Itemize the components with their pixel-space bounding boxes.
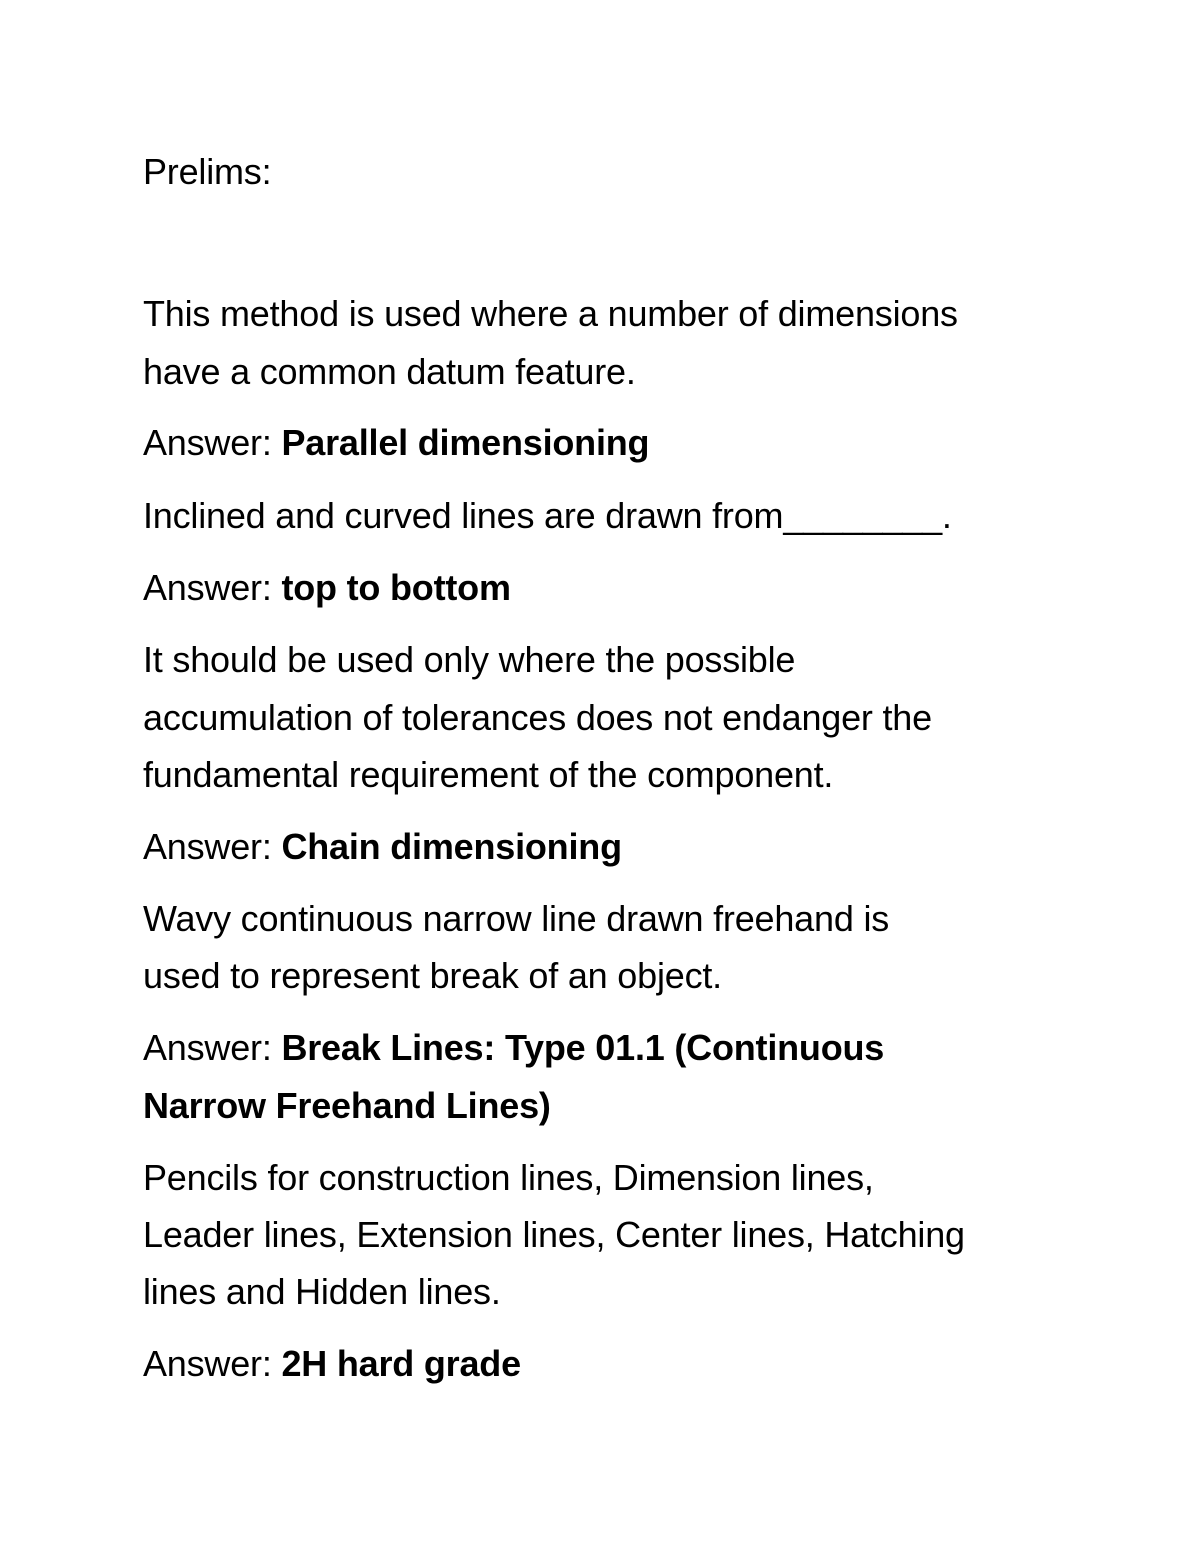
answer-3-prefix: Answer: <box>143 826 282 867</box>
answer-2-prefix: Answer: <box>143 567 282 608</box>
question-3-line-2: accumulation of tolerances does not endanger the <box>143 697 932 738</box>
answer-2-text: top to bottom <box>281 567 511 608</box>
page-heading: Prelims: <box>143 151 272 192</box>
answer-1-text: Parallel dimensioning <box>281 422 650 463</box>
question-5-line-3: lines and Hidden lines. <box>143 1271 501 1312</box>
question-1-line-2: have a common datum feature. <box>143 351 636 392</box>
question-4-line-1: Wavy continuous narrow line drawn freehand is <box>143 898 890 939</box>
question-3-line-1: It should be used only where the possible <box>143 639 796 680</box>
answer-1 <box>143 421 649 465</box>
answer-4-prefix: Answer: <box>143 1027 282 1068</box>
answer-3-text: Chain dimensioning <box>281 826 622 867</box>
answer-5 <box>143 1342 521 1386</box>
question-4-line-2: used to represent break of an object. <box>143 955 722 996</box>
answer-4-text-1: Break Lines: Type 01.1 (Continuous <box>281 1027 885 1068</box>
question-5-line-1: Pencils for construction lines, Dimension lines, <box>143 1157 874 1198</box>
question-3-line-3: fundamental requirement of the component. <box>143 754 834 795</box>
question-2-line-1: Inclined and curved lines are drawn from________. <box>143 495 952 536</box>
answer-4-line-1 <box>143 1026 884 1070</box>
answer-2 <box>143 566 511 610</box>
answer-5-text: 2H hard grade <box>281 1343 521 1384</box>
answer-5-prefix: Answer: <box>143 1343 282 1384</box>
answer-4-line-2: Narrow Freehand Lines) <box>143 1085 551 1126</box>
question-1-line-1: This method is used where a number of dimensions <box>143 293 958 334</box>
answer-3 <box>143 825 622 869</box>
question-5-line-2: Leader lines, Extension lines, Center lines, Hatching <box>143 1214 965 1255</box>
answer-1-prefix: Answer: <box>143 422 282 463</box>
